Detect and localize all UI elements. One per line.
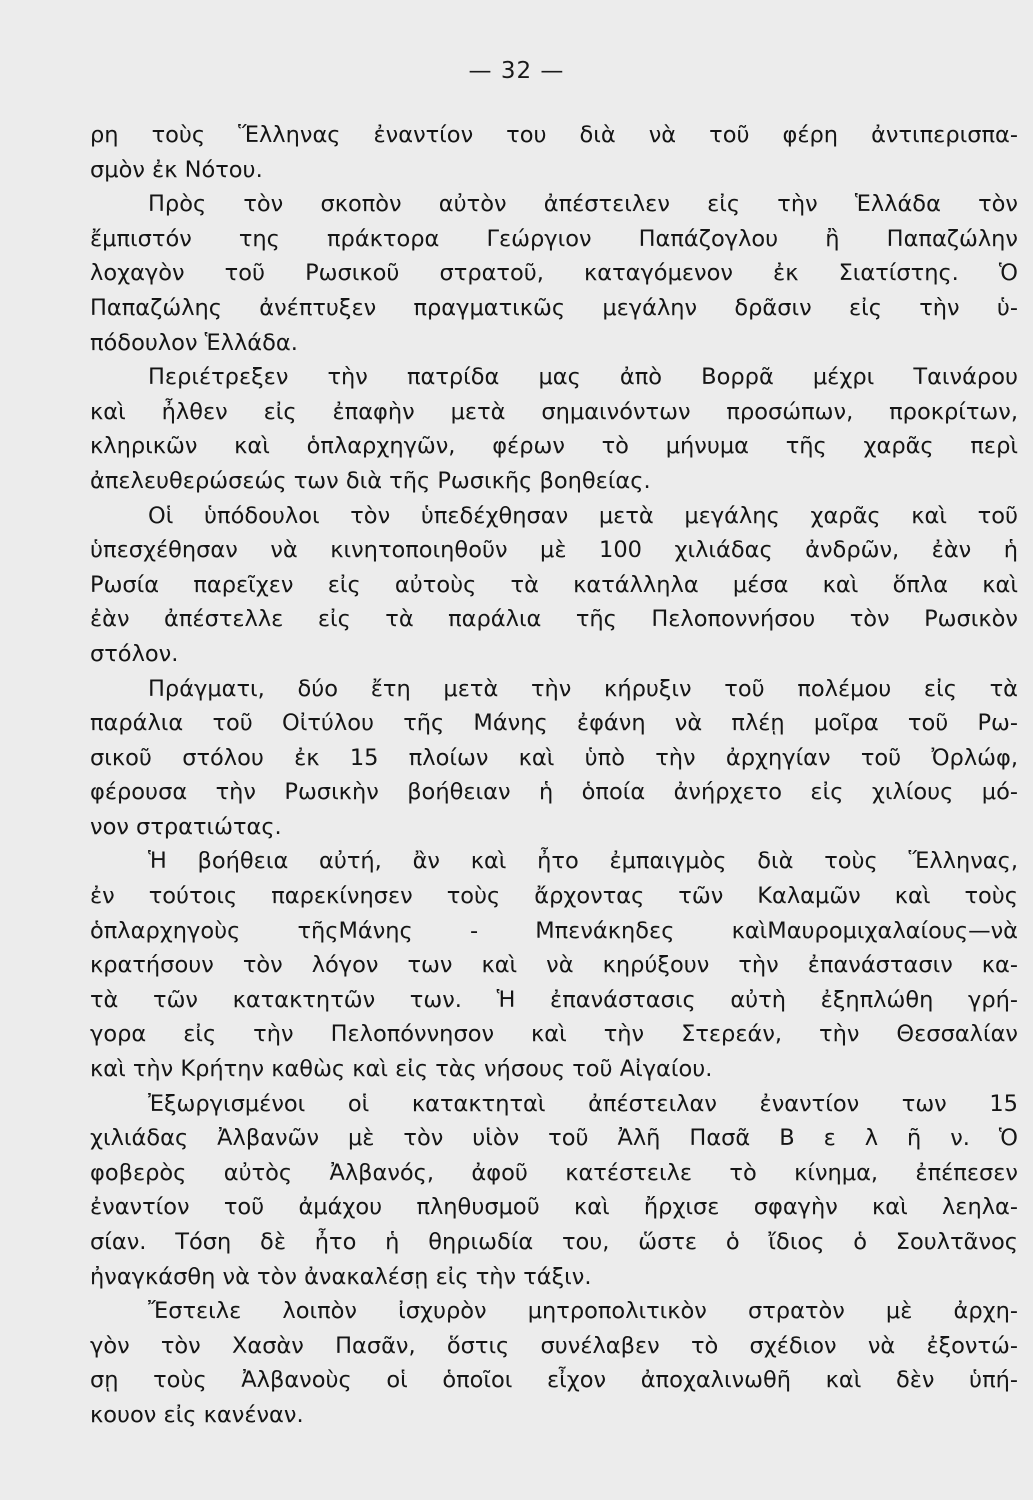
- paragraph: [90, 1294, 1018, 1432]
- text-line: Ρωσία παρεῖχεν εἰς αὐτοὺς τὰ κατάλληλα μέσα καὶ ὅπλα καὶ: [90, 571, 1018, 598]
- body-text: [90, 118, 1018, 1433]
- text-line: σῃ τοὺς Ἀλβανοὺς οἱ ὁποῖοι εἶχον ἀποχαλινωθῆ καὶ δὲν ὑπή-: [90, 1367, 1018, 1394]
- text-line: Ἡ βοήθεια αὐτή, ἂν καὶ ἦτο ἐμπαιγμὸς διὰ τοὺς Ἕλληνας,: [148, 848, 1018, 875]
- text-line: σίαν. Τόση δὲ ἦτο ἡ θηριωδία του, ὥστε ὁ ἴδιος ὁ Σουλτᾶνος: [90, 1229, 1018, 1255]
- paragraph: [90, 360, 1018, 498]
- text-line: ρη τοὺς Ἕλληνας ἐναντίον του διὰ νὰ τοῦ φέρη ἀντιπερισπα-: [90, 122, 1018, 148]
- text-line: παράλια τοῦ Οἰτύλου τῆς Μάνης ἐφάνη νὰ πλέῃ μοῖρα τοῦ Ρω-: [90, 710, 1018, 737]
- text-line: Ἐξωργισμένοι οἱ κατακτηταὶ ἀπέστειλαν ἐναντίον των 15: [148, 1090, 1018, 1117]
- text-line: Πράγματι, δύο ἔτη μετὰ τὴν κήρυξιν τοῦ πολέμου εἰς τὰ: [148, 675, 1018, 702]
- text-line: Πρὸς τὸν σκοπὸν αὐτὸν ἀπέστειλεν εἰς τὴν Ἑλλάδα τὸν: [148, 191, 1018, 218]
- text-line: σμὸν ἐκ Νότου.: [90, 156, 263, 183]
- text-line: φέρουσα τὴν Ρωσικὴν βοήθειαν ἡ ὁποία ἀνήρχετο εἰς χιλίους μό-: [90, 779, 1018, 806]
- paragraph: [90, 499, 1018, 672]
- text-line: ἀπελευθερώσεώς των διὰ τῆς Ρωσικῆς βοηθείας.: [90, 467, 651, 494]
- text-line: σικοῦ στόλου ἐκ 15 πλοίων καὶ ὑπὸ τὴν ἀρχηγίαν τοῦ Ὀρλώφ,: [90, 744, 1018, 771]
- text-line: πόδουλον Ἑλλάδα.: [90, 329, 298, 356]
- text-line: φοβερὸς αὐτὸς Ἀλβανός, ἀφοῦ κατέστειλε τὸ κίνημα, ἐπέπεσεν: [90, 1159, 1018, 1186]
- text-line: ἠναγκάσθη νὰ τὸν ἀνακαλέσῃ εἰς τὴν τάξιν.: [90, 1263, 592, 1290]
- text-line: ὁπλαρχηγοὺς τῆςΜάνης - Μπενάκηδες καὶΜαυρομιχαλαίους—νὰ: [90, 917, 1018, 944]
- text-line: κληρικῶν καὶ ὁπλαρχηγῶν, φέρων τὸ μήνυμα τῆς χαρᾶς περὶ: [90, 433, 1018, 460]
- paragraph: [90, 118, 1018, 187]
- text-line: γὸν τὸν Χασὰν Πασᾶν, ὅστις συνέλαβεν τὸ σχέδιον νὰ ἐξοντώ-: [90, 1332, 1018, 1359]
- paragraph: [90, 844, 1018, 1086]
- text-line: κουον εἰς κανέναν.: [90, 1401, 304, 1428]
- text-line: ἐὰν ἀπέστελλε εἰς τὰ παράλια τῆς Πελοποννήσου τὸν Ρωσικὸν: [90, 606, 1018, 633]
- text-line: ἐναντίον τοῦ ἀμάχου πληθυσμοῦ καὶ ἤρχισε σφαγὴν καὶ λεηλα-: [90, 1194, 1018, 1221]
- paragraph: [90, 1087, 1018, 1295]
- paragraph: [90, 187, 1018, 360]
- text-line: γορα εἰς τὴν Πελοπόννησον καὶ τὴν Στερεάν, τὴν Θεσσαλίαν: [90, 1021, 1018, 1048]
- text-line: Παπαζώλης ἀνέπτυξεν πραγματικῶς μεγάλην δρᾶσιν εἰς τὴν ὑ-: [90, 294, 1018, 321]
- paragraph: [90, 672, 1018, 845]
- page-number: — 32 —: [468, 58, 565, 84]
- text-line: καὶ τὴν Κρήτην καθὼς καὶ εἰς τὰς νήσους τοῦ Αἰγαίου.: [90, 1056, 713, 1083]
- text-line: νον στρατιώτας.: [90, 813, 282, 840]
- text-line: χιλιάδας Ἀλβανῶν μὲ τὸν υἱὸν τοῦ Ἀλῆ Πασᾶ Β ε λ ῆ ν. Ὁ: [90, 1125, 1018, 1152]
- text-line: τὰ τῶν κατακτητῶν των. Ἡ ἐπανάστασις αὐτὴ ἐξηπλώθη γρή-: [90, 986, 1018, 1013]
- text-line: Οἱ ὑπόδουλοι τὸν ὑπεδέχθησαν μετὰ μεγάλης χαρᾶς καὶ τοῦ: [148, 502, 1018, 529]
- text-line: ἐν τούτοις παρεκίνησεν τοὺς ἄρχοντας τῶν Καλαμῶν καὶ τοὺς: [90, 883, 1018, 910]
- text-line: καὶ ἦλθεν εἰς ἐπαφὴν μετὰ σημαινόντων προσώπων, προκρίτων,: [90, 398, 1018, 425]
- text-line: λοχαγὸν τοῦ Ρωσικοῦ στρατοῦ, καταγόμενον ἐκ Σιατίστης. Ὁ: [90, 260, 1018, 287]
- text-line: στόλον.: [90, 640, 179, 667]
- text-line: ἔμπιστόν της πράκτορα Γεώργιον Παπάζογλου ἢ Παπαζώλην: [90, 225, 1018, 252]
- text-line: Περιέτρεξεν τὴν πατρίδα μας ἀπὸ Βορρᾶ μέχρι Ταινάρου: [148, 364, 1018, 391]
- text-line: κρατήσουν τὸν λόγον των καὶ νὰ κηρύξουν τὴν ἐπανάστασιν κα-: [90, 952, 1018, 979]
- text-line: ὑπεσχέθησαν νὰ κινητοποιηθοῦν μὲ 100 χιλιάδας ἀνδρῶν, ἐὰν ἡ: [90, 537, 1018, 564]
- text-line: Ἔστειλε λοιπὸν ἰσχυρὸν μητροπολιτικὸν στρατὸν μὲ ἀρχη-: [148, 1298, 1018, 1325]
